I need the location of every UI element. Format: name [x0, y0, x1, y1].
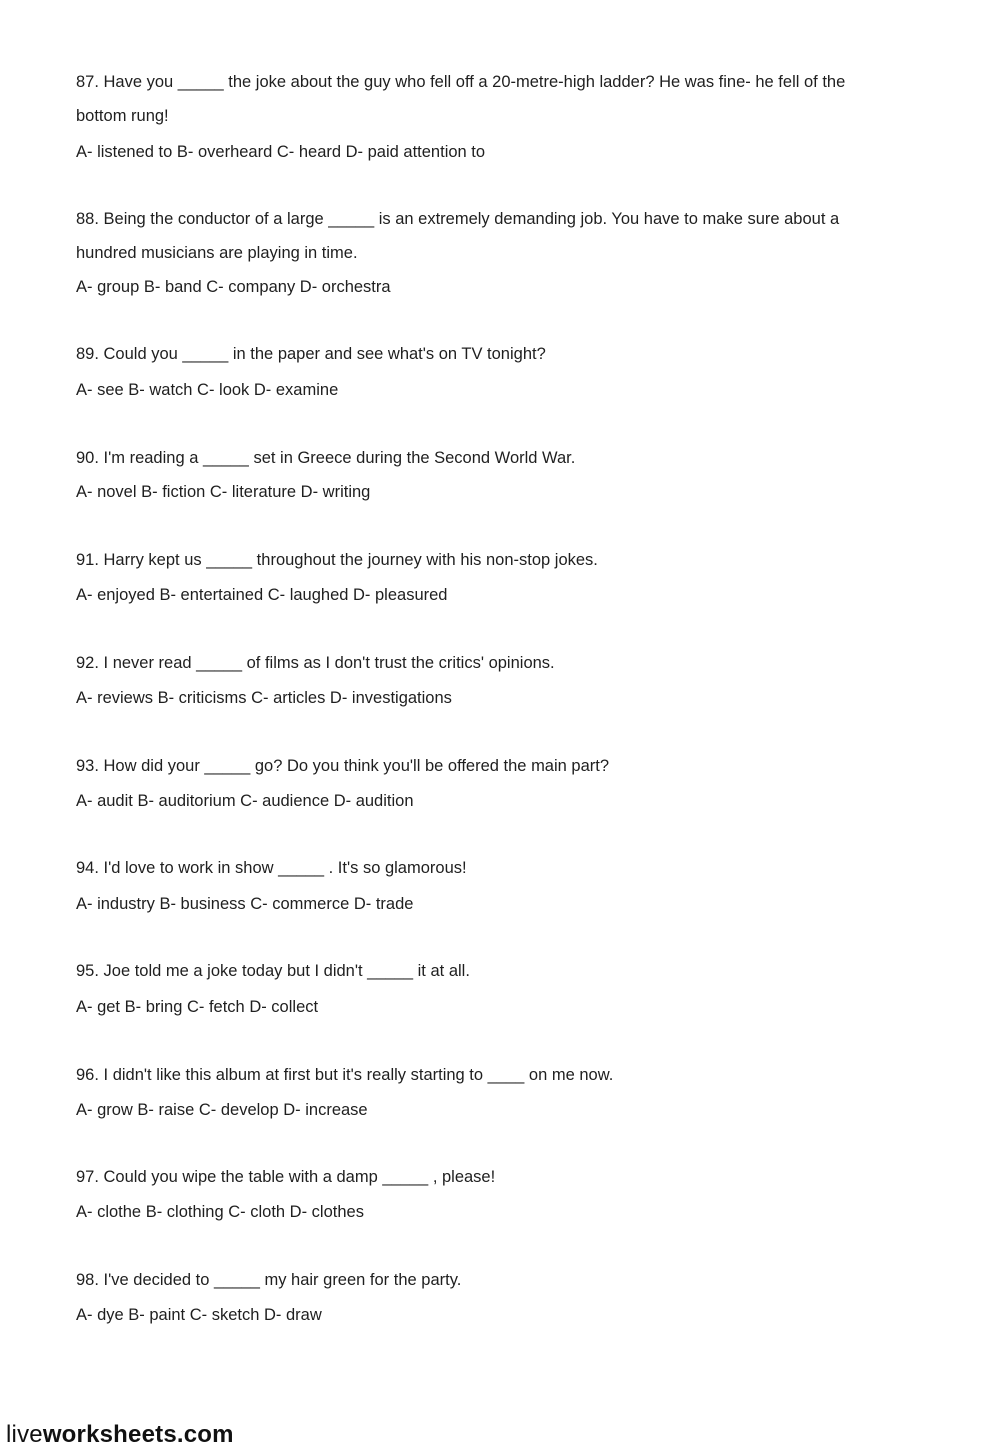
question-91-stem: 91. Harry kept us _____ throughout the journey with his non-stop jokes.	[76, 551, 598, 569]
logo-worksheets-text: worksheets	[42, 1421, 177, 1448]
question-95-options: A- get B- bring C- fetch D- collect	[76, 998, 319, 1016]
question-87-stem-line2: bottom rung!	[76, 107, 169, 125]
question-92-options: A- reviews B- criticisms C- articles D- investigations	[76, 689, 452, 707]
logo-tld-text: .com	[176, 1421, 234, 1448]
question-88-options: A- group B- band C- company D- orchestra	[76, 278, 391, 296]
question-91-options: A- enjoyed B- entertained C- laughed D- pleasured	[76, 586, 448, 604]
question-97-stem: 97. Could you wipe the table with a damp _____ , please!	[76, 1168, 496, 1186]
liveworksheets-logo[interactable]	[6, 1420, 234, 1450]
question-98-options: A- dye B- paint C- sketch D- draw	[76, 1306, 322, 1324]
question-88-stem-line2: hundred musicians are playing in time.	[76, 244, 358, 262]
logo-live-text: live	[6, 1421, 43, 1448]
question-87-options: A- listened to B- overheard C- heard D- paid attention to	[76, 143, 486, 161]
question-90-stem: 90. I'm reading a _____ set in Greece during the Second World War.	[76, 449, 576, 467]
question-92-stem: 92. I never read _____ of films as I don't trust the critics' opinions.	[76, 654, 555, 672]
question-98-stem: 98. I've decided to _____ my hair green for the party.	[76, 1271, 462, 1289]
question-93-stem: 93. How did your _____ go? Do you think you'll be offered the main part?	[76, 757, 610, 775]
question-90-options: A- novel B- fiction C- literature D- writing	[76, 483, 371, 501]
question-96-options: A- grow B- raise C- develop D- increase	[76, 1101, 368, 1119]
question-97-options: A- clothe B- clothing C- cloth D- clothes	[76, 1203, 364, 1221]
question-89-options: A- see B- watch C- look D- examine	[76, 381, 339, 399]
question-95-stem: 95. Joe told me a joke today but I didn't _____ it at all.	[76, 962, 470, 980]
question-94-options: A- industry B- business C- commerce D- trade	[76, 895, 414, 913]
question-94-stem: 94. I'd love to work in show _____ . It's so glamorous!	[76, 859, 467, 877]
question-93-options: A- audit B- auditorium C- audience D- audition	[76, 792, 414, 810]
question-96-stem: 96. I didn't like this album at first but it's really starting to ____ on me now.	[76, 1066, 614, 1084]
question-89-stem: 89. Could you _____ in the paper and see what's on TV tonight?	[76, 345, 546, 363]
question-87-stem-line1: 87. Have you _____ the joke about the guy who fell off a 20-metre-high ladder? He was fine- he fell of the	[76, 73, 846, 91]
question-88-stem-line1: 88. Being the conductor of a large _____ is an extremely demanding job. You have to make sure about a	[76, 210, 840, 228]
